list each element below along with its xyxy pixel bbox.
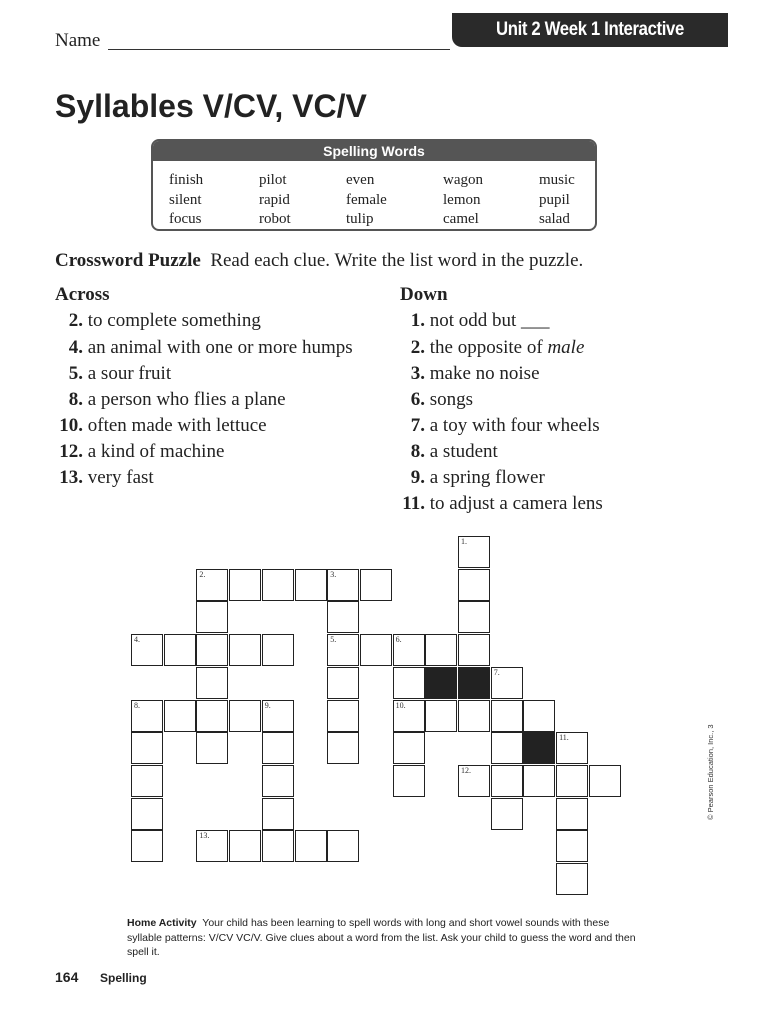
spelling-words-box bbox=[151, 139, 597, 231]
spelling-word: rapid bbox=[259, 191, 290, 208]
crossword-cell[interactable] bbox=[458, 765, 490, 797]
crossword-cell[interactable] bbox=[360, 569, 392, 601]
crossword-cell[interactable] bbox=[131, 798, 163, 830]
crossword-cell[interactable] bbox=[491, 765, 523, 797]
clue-text: a spring flower bbox=[429, 467, 545, 488]
crossword-cell[interactable] bbox=[458, 634, 490, 666]
name-label: Name bbox=[55, 30, 101, 51]
clue-text: a student bbox=[429, 441, 498, 462]
crossword-black-cell bbox=[425, 667, 457, 699]
spelling-word: camel bbox=[443, 211, 479, 227]
word-column-1 bbox=[169, 171, 203, 230]
crossword-cell[interactable] bbox=[458, 536, 490, 568]
crossword-cell[interactable] bbox=[295, 830, 327, 862]
crossword-cell[interactable] bbox=[262, 732, 294, 764]
crossword-clue-number: 5. bbox=[330, 635, 337, 645]
crossword-clue-number: 6. bbox=[395, 635, 402, 645]
crossword-cell[interactable] bbox=[458, 601, 490, 633]
crossword-cell[interactable] bbox=[229, 830, 261, 862]
crossword-cell[interactable] bbox=[196, 732, 228, 764]
crossword-clue-number: 1. bbox=[461, 537, 467, 546]
clue-text: to complete something bbox=[87, 310, 261, 331]
spelling-word: silent bbox=[169, 191, 202, 208]
spelling-word: pilot bbox=[259, 172, 287, 188]
crossword-cell[interactable] bbox=[458, 569, 490, 601]
crossword-cell[interactable] bbox=[262, 830, 294, 862]
clue-text: the opposite of bbox=[429, 337, 548, 358]
spelling-word: finish bbox=[169, 172, 204, 188]
crossword-cell[interactable] bbox=[556, 830, 588, 862]
spelling-word: pupil bbox=[539, 191, 570, 208]
down-clue bbox=[397, 415, 600, 437]
clue-number: 8. bbox=[68, 389, 83, 410]
down-clue bbox=[397, 310, 550, 332]
clue-number: 10. bbox=[59, 415, 83, 436]
clue-number: 5. bbox=[68, 363, 83, 384]
clue-text: songs bbox=[429, 389, 474, 410]
down-clue bbox=[397, 467, 545, 489]
crossword-cell[interactable] bbox=[164, 700, 196, 732]
clue-italic: male bbox=[547, 337, 585, 358]
clue-number: 3. bbox=[410, 363, 425, 384]
crossword-cell[interactable] bbox=[556, 732, 588, 764]
word-column-3 bbox=[346, 171, 387, 230]
crossword-cell[interactable] bbox=[360, 634, 392, 666]
crossword-cell[interactable] bbox=[327, 732, 359, 764]
spelling-word: tulip bbox=[346, 211, 374, 227]
clue-text: a person who flies a plane bbox=[87, 389, 286, 410]
across-clue bbox=[55, 310, 261, 332]
crossword-cell[interactable] bbox=[196, 667, 228, 699]
clue-text: a kind of machine bbox=[87, 441, 225, 462]
crossword-clue-number: 12. bbox=[461, 765, 471, 775]
spelling-word: wagon bbox=[443, 172, 483, 188]
copyright: © Pearson Education, Inc., 3 bbox=[706, 724, 715, 820]
crossword-cell[interactable] bbox=[425, 700, 457, 732]
crossword-clue-number: 4. bbox=[134, 635, 140, 645]
crossword-clue-number: 8. bbox=[134, 700, 140, 710]
instructions-text: Read each clue. Write the list word in the puzzle. bbox=[210, 250, 584, 271]
clue-text: an animal with one or more humps bbox=[87, 337, 353, 358]
clue-number: 11. bbox=[402, 493, 425, 514]
down-heading: Down bbox=[400, 284, 448, 305]
crossword-cell[interactable] bbox=[556, 863, 588, 895]
crossword-cell[interactable] bbox=[196, 634, 228, 666]
home-activity-heading: Home Activity bbox=[127, 917, 197, 929]
clue-text: make no noise bbox=[429, 363, 540, 384]
clue-number: 2. bbox=[410, 337, 425, 358]
home-activity-text: Your child has been learning to spell words with long and short vowel sounds with these syllable patterns: V/CV VC/V. Give clues about a word from the list. Ask your child to guess the word and then spell it. bbox=[127, 917, 636, 958]
crossword-clue-number: 10. bbox=[395, 700, 406, 710]
across-heading: Across bbox=[55, 284, 110, 305]
across-clue bbox=[55, 467, 154, 489]
spelling-words-title: Spelling Words bbox=[153, 141, 595, 161]
clue-number: 12. bbox=[59, 441, 83, 462]
instructions-heading: Crossword Puzzle bbox=[55, 250, 201, 271]
crossword-clue-number: 3. bbox=[330, 569, 337, 579]
unit-banner bbox=[452, 13, 728, 74]
crossword-clue-number: 2. bbox=[199, 569, 206, 579]
crossword-black-cell bbox=[523, 732, 555, 764]
instructions bbox=[55, 250, 583, 272]
spelling-word: female bbox=[346, 191, 387, 208]
crossword-cell[interactable] bbox=[327, 601, 359, 633]
page-number: 164 bbox=[55, 969, 79, 985]
crossword-cell[interactable] bbox=[229, 569, 261, 601]
crossword-cell[interactable] bbox=[327, 667, 359, 699]
spelling-word: music bbox=[539, 172, 575, 188]
crossword-cell[interactable] bbox=[131, 830, 163, 862]
crossword-cell[interactable] bbox=[327, 634, 359, 666]
down-clue bbox=[397, 363, 540, 385]
clue-text: often made with lettuce bbox=[87, 415, 267, 436]
clue-number: 9. bbox=[410, 467, 425, 488]
crossword-cell[interactable] bbox=[229, 634, 261, 666]
crossword-cell[interactable] bbox=[556, 798, 588, 830]
crossword-cell[interactable] bbox=[164, 634, 196, 666]
crossword-cell[interactable] bbox=[523, 765, 555, 797]
crossword-cell[interactable] bbox=[327, 700, 359, 732]
clue-text: not odd but ___ bbox=[429, 310, 550, 331]
crossword-cell[interactable] bbox=[393, 634, 425, 666]
crossword-clue-number: 7. bbox=[493, 667, 500, 677]
spelling-word: even bbox=[346, 172, 375, 188]
unit-banner-text: Unit 2 Week 1 Interactive Review bbox=[496, 19, 684, 74]
crossword-cell[interactable] bbox=[131, 700, 163, 732]
page-section: Spelling bbox=[100, 971, 147, 985]
crossword-cell[interactable] bbox=[196, 700, 228, 732]
crossword-clue-number: 9. bbox=[264, 700, 271, 710]
spelling-word: robot bbox=[259, 211, 291, 227]
page-title: Syllables V/CV, VC/V bbox=[55, 88, 367, 124]
crossword-cell[interactable] bbox=[327, 569, 359, 601]
clue-text: to adjust a camera lens bbox=[429, 493, 603, 514]
crossword-cell[interactable] bbox=[131, 765, 163, 797]
down-clue bbox=[397, 441, 498, 463]
crossword-cell[interactable] bbox=[491, 798, 523, 830]
crossword-clue-number: 13. bbox=[199, 831, 210, 841]
crossword-cell[interactable] bbox=[131, 732, 163, 764]
crossword-cell[interactable] bbox=[589, 765, 621, 797]
crossword-cell[interactable] bbox=[393, 765, 425, 797]
down-clue bbox=[397, 389, 473, 411]
crossword-cell[interactable] bbox=[196, 569, 228, 601]
across-clue bbox=[55, 337, 353, 359]
clue-number: 7. bbox=[410, 415, 425, 436]
crossword-cell[interactable] bbox=[196, 601, 228, 633]
crossword-cell[interactable] bbox=[262, 765, 294, 797]
spelling-word: salad bbox=[539, 211, 570, 227]
crossword-black-cell bbox=[458, 667, 490, 699]
clue-number: 8. bbox=[410, 441, 425, 462]
across-clue bbox=[55, 389, 286, 411]
down-clue bbox=[397, 493, 603, 515]
clue-number: 4. bbox=[68, 337, 83, 358]
clue-text: very fast bbox=[87, 467, 154, 488]
crossword-cell[interactable] bbox=[458, 700, 490, 732]
across-clue bbox=[55, 441, 224, 463]
crossword-cell[interactable] bbox=[229, 700, 261, 732]
crossword-cell[interactable] bbox=[393, 732, 425, 764]
crossword-cell[interactable] bbox=[491, 700, 523, 732]
crossword-cell[interactable] bbox=[131, 634, 163, 666]
crossword-clue-number: 11. bbox=[559, 733, 569, 743]
crossword-cell[interactable] bbox=[262, 700, 294, 732]
crossword-cell[interactable] bbox=[556, 765, 588, 797]
down-clue bbox=[397, 337, 584, 359]
across-clue bbox=[55, 363, 171, 385]
home-activity bbox=[127, 916, 647, 960]
crossword-cell[interactable] bbox=[262, 634, 294, 666]
crossword-cell[interactable] bbox=[196, 830, 228, 862]
name-line[interactable] bbox=[108, 49, 450, 50]
clue-number: 6. bbox=[410, 389, 425, 410]
crossword-cell[interactable] bbox=[491, 667, 523, 699]
crossword-cell[interactable] bbox=[262, 798, 294, 830]
crossword-cell[interactable] bbox=[295, 569, 327, 601]
spelling-word: lemon bbox=[443, 191, 481, 208]
crossword-cell[interactable] bbox=[393, 667, 425, 699]
crossword-cell[interactable] bbox=[262, 569, 294, 601]
crossword-cell[interactable] bbox=[393, 700, 425, 732]
crossword-cell[interactable] bbox=[523, 700, 555, 732]
across-clue bbox=[55, 415, 267, 437]
crossword-cell[interactable] bbox=[327, 830, 359, 862]
crossword-cell[interactable] bbox=[491, 732, 523, 764]
clue-number: 13. bbox=[59, 467, 83, 488]
clue-number: 2. bbox=[68, 310, 83, 331]
spelling-word: focus bbox=[169, 211, 202, 227]
word-column-5 bbox=[539, 171, 575, 230]
clue-text: a toy with four wheels bbox=[429, 415, 600, 436]
word-column-4 bbox=[443, 171, 483, 230]
word-column-2 bbox=[259, 171, 291, 230]
crossword-cell[interactable] bbox=[425, 634, 457, 666]
clue-number: 1. bbox=[410, 310, 425, 331]
clue-text: a sour fruit bbox=[87, 363, 172, 384]
